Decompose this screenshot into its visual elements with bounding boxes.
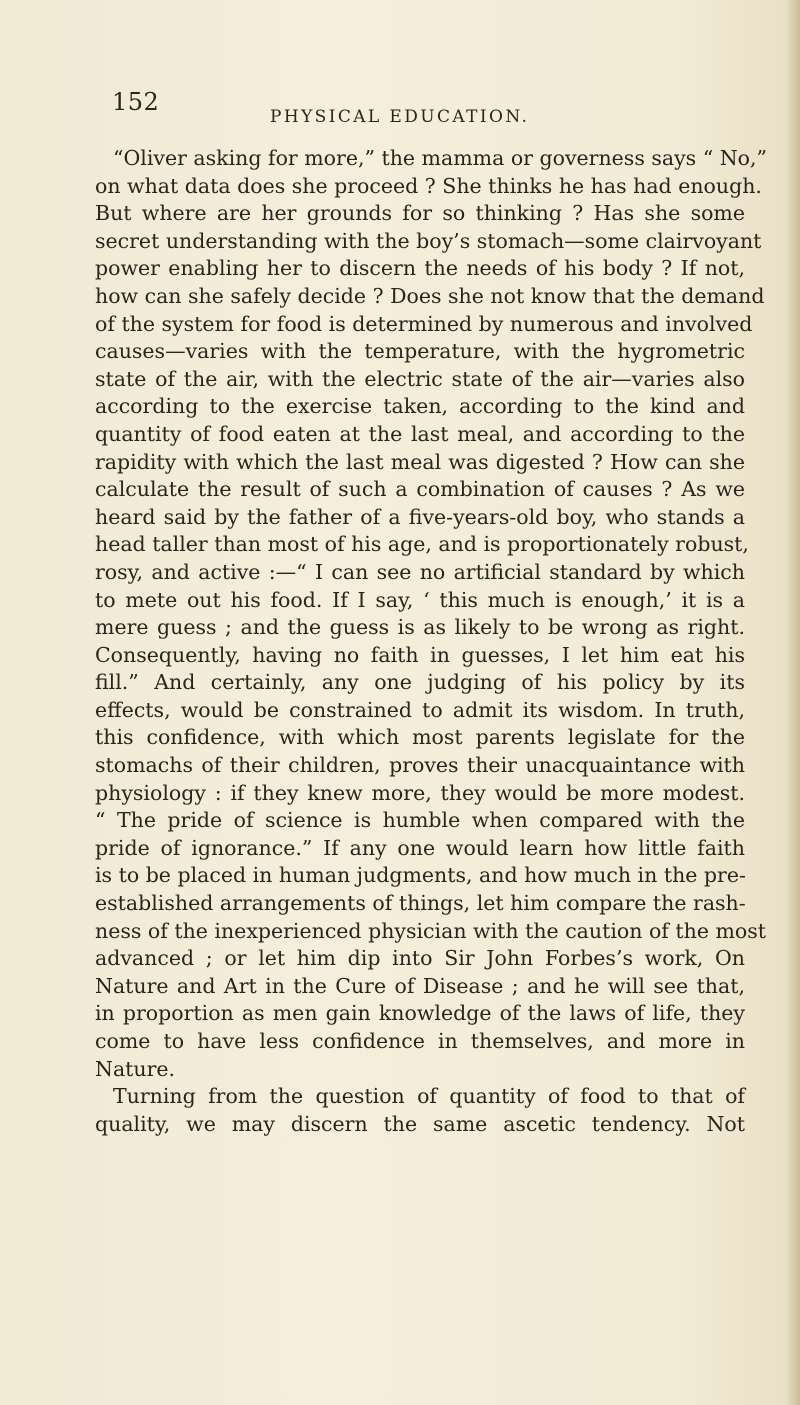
text-line: rapidity with which the last meal was digested ? How can she — [95, 449, 745, 474]
text-line: Consequently, having no faith in guesses, I let him eat his — [95, 642, 745, 667]
text-line: according to the exercise taken, according to the kind and — [95, 394, 745, 419]
text-line: ness of the inexperienced physician with the caution of the most — [95, 918, 767, 943]
text-line: in proportion as men gain knowledge of the laws of life, they — [95, 1001, 745, 1026]
running-head: PHYSICAL EDUCATION. — [270, 107, 530, 127]
text-line: rosy, and active :—“ I can see no artificial standard by which — [95, 559, 745, 584]
text-line: this confidence, with which most parents legislate for the — [95, 725, 745, 750]
text-line: advanced ; or let him dip into Sir John Forbes’s work, On — [95, 946, 745, 971]
text-line: established arrangements of things, let him compare the rash- — [95, 891, 746, 916]
text-line: “Oliver asking for more,” the mamma or governess says “ No,” — [113, 146, 767, 170]
text-line: of the system for food is determined by numerous and involved — [95, 311, 753, 336]
text-line: state of the air, with the electric state of the air—varies also — [95, 366, 745, 391]
text-line: heard said by the father of a five-years-old boy, who stands a — [95, 504, 745, 529]
text-line: fill.” And certainly, any one judging of his policy by its — [95, 670, 745, 695]
text-line: effects, would be constrained to admit its wisdom. In truth, — [95, 697, 745, 722]
text-line: Nature. — [95, 1056, 176, 1081]
text-line: come to have less confidence in themselves, and more in — [95, 1029, 745, 1053]
text-line: mere guess ; and the guess is as likely to be wrong as right. — [95, 615, 745, 640]
text-line: calculate the result of such a combination of causes ? As we — [95, 477, 745, 502]
text-line: secret understanding with the boy’s stomach—some clairvoyant — [95, 228, 762, 253]
text-line: power enabling her to discern the needs of his body ? If not, — [95, 256, 745, 281]
text-line: But where are her grounds for so thinking ? Has she some — [95, 201, 745, 226]
text-line: Turning from the question of quantity of food to that of — [113, 1084, 745, 1109]
text-line: Nature and Art in the Cure of Disease ; and he will see that, — [95, 973, 745, 998]
text-line: quality, we may discern the same ascetic tendency. Not — [95, 1111, 745, 1136]
page-number: 152 — [112, 88, 160, 116]
text-line: causes—varies with the temperature, with the hygrometric — [95, 339, 745, 364]
text-line: stomachs of their children, proves their unacquaintance with — [95, 753, 745, 778]
text-line: is to be placed in human judgments, and how much in the pre- — [95, 863, 746, 888]
text-line: how can she safely decide ? Does she not know that the demand — [95, 283, 765, 308]
text-line: to mete out his food. If I say, ‘ this much is enough,’ it is a — [95, 587, 745, 612]
text-line: quantity of food eaten at the last meal, and according to the — [95, 421, 745, 446]
text-line: pride of ignorance.” If any one would learn how little faith — [95, 835, 745, 860]
text-line: physiology : if they knew more, they would be more modest. — [95, 780, 745, 805]
text-line: head taller than most of his age, and is proportionately robust, — [95, 532, 749, 557]
body-text — [95, 145, 767, 1138]
page-edge-shadow — [786, 0, 800, 1405]
text-line: on what data does she proceed ? She thinks he has had enough. — [95, 173, 762, 198]
text-line: “ The pride of science is humble when compared with the — [95, 808, 745, 833]
